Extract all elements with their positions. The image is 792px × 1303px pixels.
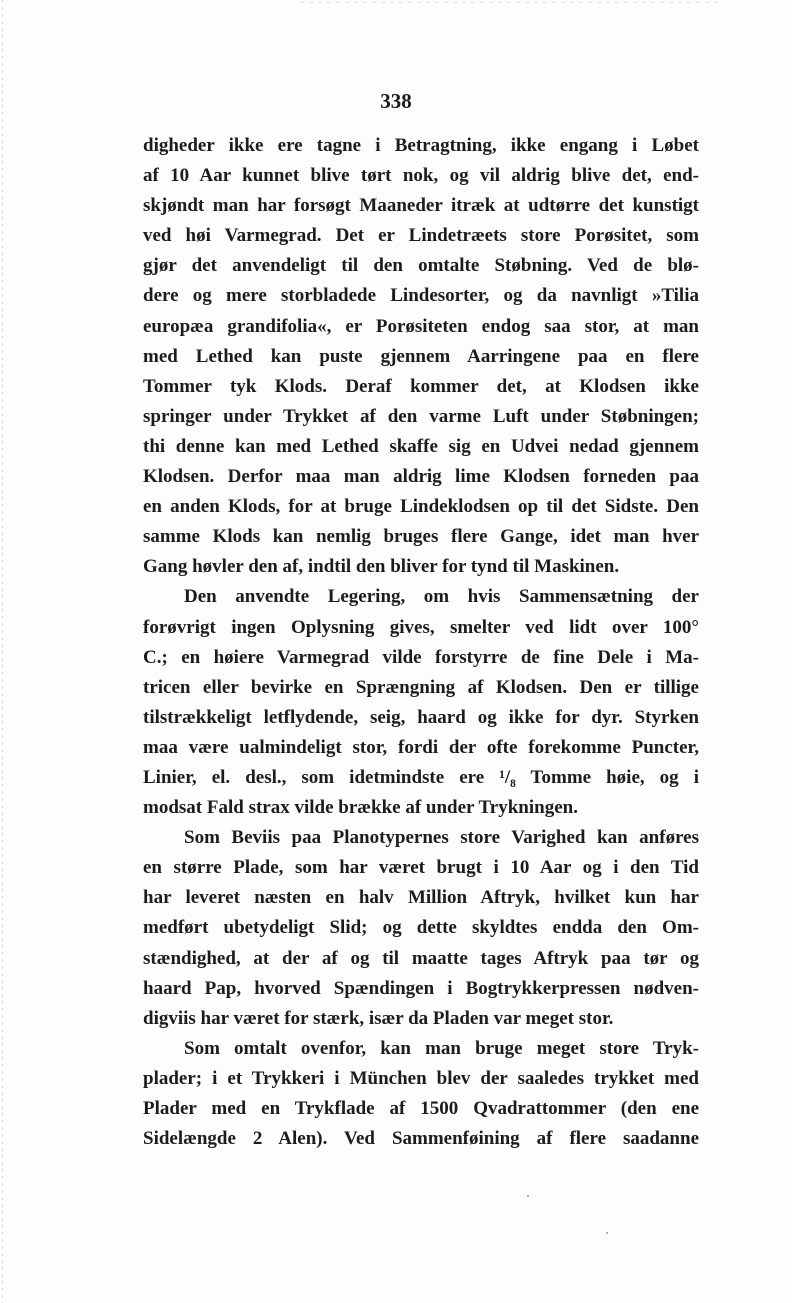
text-line: skjøndt man har forsøgt Maaneder itræk at udtørre det kunstigt [143,195,699,217]
text-line: Som omtalt ovenfor, kan man bruge meget store Tryk- [184,1037,699,1059]
page-number: 338 [380,89,412,113]
text-line: modsat Fald strax vilde brække af under Trykningen. [143,797,578,819]
text-line: springer under Trykket af den varme Luft under Støbningen; [143,405,699,427]
text-line: ved høi Varmegrad. Det er Lindetræets store Porøsitet, som [143,225,699,247]
text-line: af 10 Aar kunnet blive tørt nok, og vil aldrig blive det, end- [143,165,699,187]
text-line: har leveret næsten en halv Million Aftryk, hvilket kun har [143,887,699,909]
page-edge-top [300,2,720,3]
text-line: Linier, el. desl., som idetmindste ere ¹/₈ Tomme høie, og i [143,766,699,788]
text-line: dere og mere storbladede Lindesorter, og da navnligt »Tilia [143,285,699,307]
text-line: Som Beviis paa Planotypernes store Varighed kan anføres [184,827,699,849]
text-line: C.; en høiere Varmegrad vilde forstyrre de fine Dele i Ma- [143,646,699,668]
text-line: samme Klods kan nemlig bruges flere Gange, idet man hver [143,526,699,548]
text-line: haard Pap, hvorved Spændingen i Bogtrykkerpressen nødven- [143,977,699,999]
text-line: forøvrigt ingen Oplysning gives, smelter ved lidt over 100° [143,616,699,638]
paper-speck [527,1195,529,1197]
page-edge-left [2,0,3,1303]
text-line: medført ubetydeligt Slid; og dette skyldtes endda den Om- [143,917,699,939]
text-line: en anden Klods, for at bruge Lindeklodsen op til det Sidste. Den [143,496,699,518]
text-line: Gang høvler den af, indtil den bliver for tynd til Maskinen. [143,556,620,578]
text-line: gjør det anvendeligt til den omtalte Støbning. Ved de blø- [143,255,699,277]
text-line: thi denne kan med Lethed skaffe sig en Udvei nedad gjennem [143,435,699,457]
text-line: digheder ikke ere tagne i Betragtning, ikke engang i Løbet [143,135,699,156]
text-line: en større Plade, som har været brugt i 10 Aar og i den Tid [143,857,699,879]
text-line: stændighed, at der af og til maatte tages Aftryk paa tør og [143,947,699,969]
text-line: Plader med en Trykflade af 1500 Qvadrattommer (den ene [143,1098,699,1119]
text-line: europæa grandifolia«, er Porøsiteten endog saa stor, at man [143,315,699,337]
text-line: digviis har været for stærk, især da Pladen var meget stor. [143,1007,614,1029]
text-line: med Lethed kan puste gjennem Aarringene paa en flere [143,345,699,367]
text-line: Sidelængde 2 Alen). Ved Sammenføining af flere saadanne [143,1128,699,1150]
text-line: Klodsen. Derfor maa man aldrig lime Klodsen forneden paa [143,466,699,488]
text-line: plader; i et Trykkeri i München blev der saaledes trykket med [143,1067,699,1089]
body-text [143,131,699,1154]
text-line: Den anvendte Legering, om hvis Sammensætning der [184,586,699,608]
text-line: maa være ualmindeligt stor, fordi der ofte forekomme Puncter, [143,736,699,758]
text-line: tilstrækkeligt letflydende, seig, haard og ikke for dyr. Styrken [143,706,699,728]
text-line: tricen eller bevirke en Sprængning af Klodsen. Den er tillige [143,676,699,698]
paper-speck [606,1232,608,1234]
text-line: Tommer tyk Klods. Deraf kommer det, at Klodsen ikke [143,375,699,397]
